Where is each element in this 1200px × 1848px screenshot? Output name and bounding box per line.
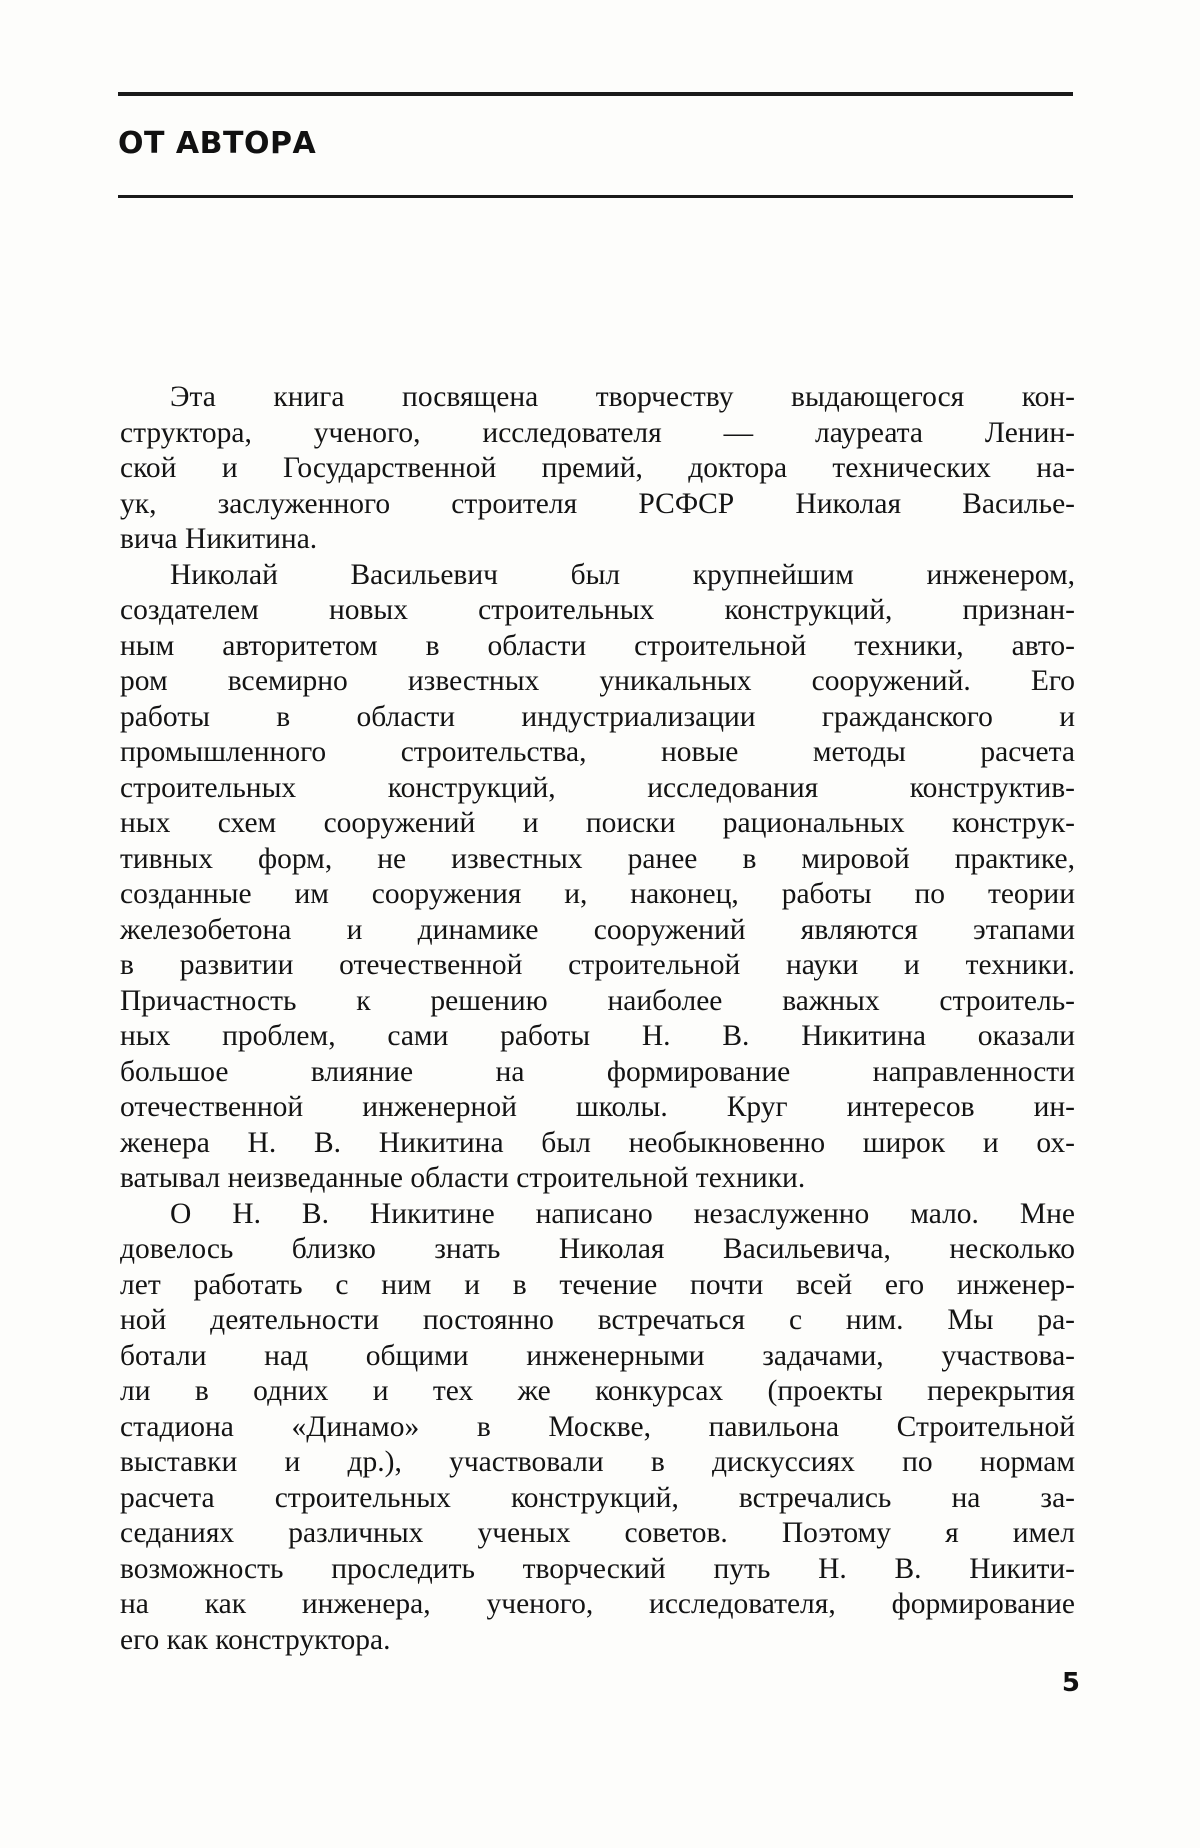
text-line: довелось близко знать Николая Васильевича, несколько [120, 1233, 1075, 1265]
text-line: его как конструктора. [120, 1623, 391, 1656]
page-number: 5 [1061, 1668, 1080, 1698]
text-line: ли в одних и тех же конкурсах (проекты перекрытия [120, 1375, 1075, 1407]
top-rule [118, 92, 1073, 96]
text-line: вича Никитина. [120, 523, 318, 555]
text-line: лет работать с ним и в течение почти всей его инженер- [120, 1268, 1075, 1301]
text-line: ватывал неизведанные области строительной техники. [120, 1162, 806, 1194]
text-line: ным авторитетом в области строительной техники, авто- [120, 629, 1075, 662]
text-line: ук, заслуженного строителя РСФСР Николая Василье- [120, 487, 1075, 520]
text-line: структора, ученого, исследователя — лауреата Ленин- [120, 416, 1075, 449]
text-line: выставки и др.), участвовали в дискуссиях по нормам [120, 1446, 1075, 1478]
text-line: ром всемирно известных уникальных сооружений. Его [120, 665, 1075, 697]
text-line: создателем новых строительных конструкций, признан- [120, 594, 1075, 626]
text-line: возможность проследить творческий путь Н. В. Никити- [120, 1552, 1075, 1585]
text-line: железобетона и динамике сооружений являются этапами [120, 913, 1075, 946]
chapter-heading: ОТ АВТОРА [118, 126, 317, 161]
paragraph [120, 558, 1075, 1197]
bottom-rule [118, 195, 1073, 198]
text-line: седаниях различных ученых советов. Поэтому я имел [120, 1517, 1075, 1549]
text-line: женера Н. В. Никитина был необыкновенно широк и ох- [120, 1126, 1075, 1159]
text-line: созданные им сооружения и, наконец, работы по теории [120, 878, 1075, 910]
text-line: работы в области индустриализации гражданского и [120, 700, 1075, 733]
text-line: строительных конструкций, исследования конструктив- [120, 771, 1075, 804]
text-line: ной деятельности постоянно встречаться с ним. Мы ра- [120, 1304, 1075, 1336]
text-line: в развитии отечественной строительной науки и техники. [120, 949, 1075, 981]
text-line: стадиона «Динамо» в Москве, павильона Строительной [120, 1410, 1075, 1443]
text-line: Николай Васильевич был крупнейшим инженером, [170, 558, 1075, 591]
text-line: ской и Государственной премий, доктора технических на- [120, 452, 1075, 484]
text-line: промышленного строительства, новые методы расчета [120, 736, 1075, 768]
text-line: Причастность к решению наиболее важных строитель- [120, 984, 1075, 1017]
text-line: О Н. В. Никитине написано незаслуженно мало. Мне [170, 1197, 1075, 1230]
paragraph [120, 380, 1075, 558]
text-line: тивных форм, не известных ранее в мировой практике, [120, 842, 1075, 875]
text-line: большое влияние на формирование направленности [120, 1055, 1075, 1088]
text-line: ботали над общими инженерными задачами, участвова- [120, 1339, 1075, 1372]
text-line: ных схем сооружений и поиски рациональных конструк- [120, 807, 1075, 839]
text-line: расчета строительных конструкций, встречались на за- [120, 1481, 1075, 1514]
text-line: ных проблем, сами работы Н. В. Никитина оказали [120, 1020, 1075, 1052]
paragraph [120, 1197, 1075, 1659]
body-text [120, 380, 1075, 1658]
text-line: Эта книга посвящена творчеству выдающегося кон- [170, 381, 1075, 413]
text-line: на как инженера, ученого, исследователя, формирование [120, 1588, 1075, 1620]
text-line: отечественной инженерной школы. Круг интересов ин- [120, 1091, 1075, 1123]
